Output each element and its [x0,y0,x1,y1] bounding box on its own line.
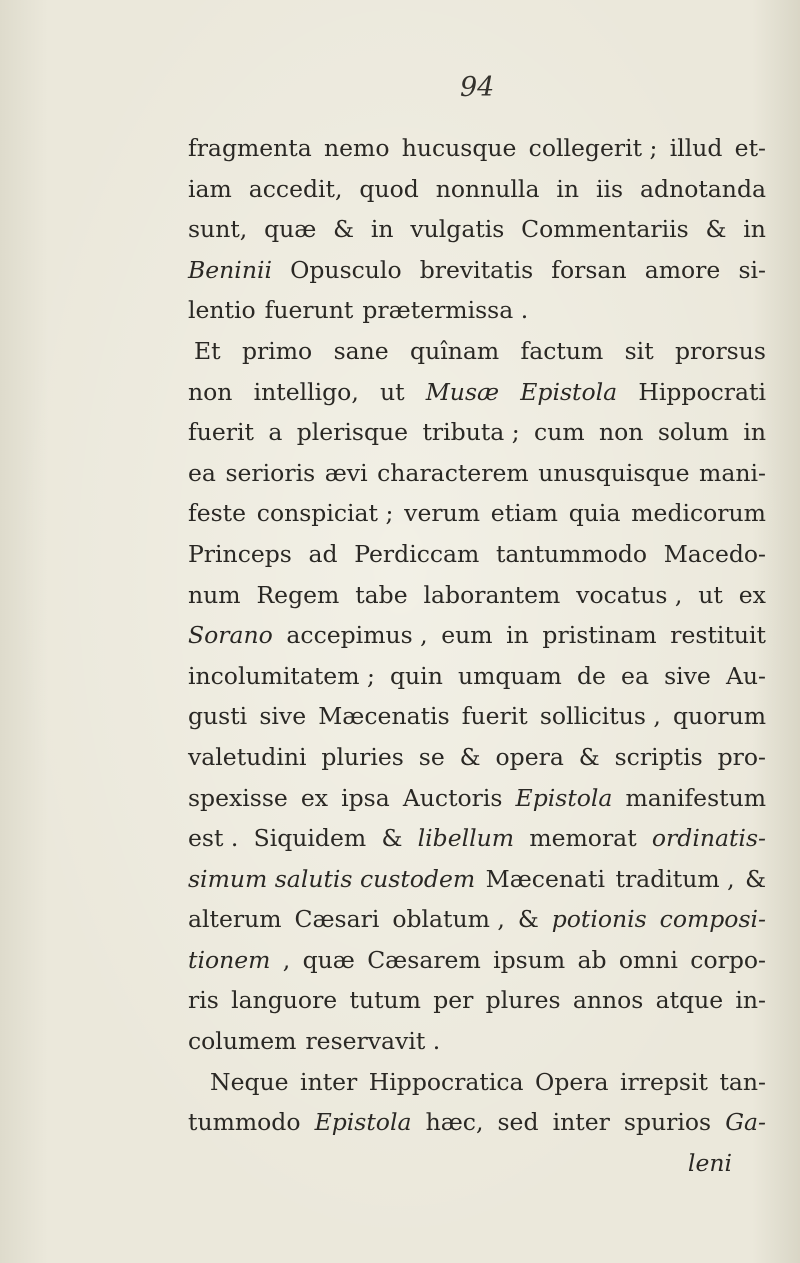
word: sive [664,661,711,690]
word: & [459,742,481,771]
word: tributa ; [422,418,520,447]
word: iis [595,174,624,203]
word: Epistola [520,377,618,406]
word: traditum , [615,864,735,893]
word: Princeps [188,539,292,568]
word: si- [738,255,766,284]
word: Perdiccam [354,539,480,568]
word: forsan [551,255,627,284]
word: quæ [264,215,317,244]
word: fuerunt [264,296,354,325]
word: accepimus , [286,621,428,650]
word: ea [621,661,649,690]
word: in [743,418,766,447]
text-line [188,899,766,940]
text-line [188,331,766,372]
word: irrepsit [620,1067,708,1096]
word: est . [188,824,239,853]
word: cum [534,418,585,447]
word: tabe [355,580,408,609]
word: tan- [719,1067,766,1096]
word: intelligo, [253,377,359,406]
word: pro- [717,742,766,771]
word: quia [568,499,621,528]
word: Opusculo [290,255,402,284]
word: scriptis [614,742,703,771]
text-line [188,412,766,453]
word: ordinatis- [651,824,766,853]
word: Opera [535,1067,609,1096]
word: spexisse [188,783,288,812]
word: omni [618,945,678,974]
word: sit [624,336,654,365]
text-line [188,859,766,900]
word: num [188,580,241,609]
text-line [188,128,766,169]
text-line [188,169,766,210]
word: gusti [188,702,248,731]
word: Macedo- [663,539,766,568]
word: restituit [670,621,766,650]
word: columem [188,1027,297,1056]
word: ut [379,377,405,406]
text-line [188,656,766,697]
text-line [188,778,766,819]
word: & [578,742,600,771]
word: per [433,986,474,1015]
word: se [418,742,445,771]
word: unusquisque [538,458,690,487]
word: adnotanda [640,174,766,203]
word: in [506,621,529,650]
word: inter [552,1108,610,1137]
word: primo [241,336,313,365]
word: amore [644,255,721,284]
word: Au- [725,661,766,690]
word: potionis [551,905,647,934]
word: oblatum , [392,905,505,934]
word: lentio [188,296,256,325]
body-text [188,128,766,1183]
text-line [188,696,766,737]
word: fragmenta [188,134,312,162]
text-line [188,290,766,331]
word: Regem [256,580,340,609]
word: Sorano [188,621,273,650]
word: & [705,215,727,244]
text-line [188,615,766,656]
word: illud [669,134,723,162]
word: Musæ [425,377,500,406]
word: de [576,661,606,690]
word: hucusque [401,134,517,162]
word: Neque [210,1067,289,1096]
word: collegerit ; [528,134,658,162]
text-line [188,737,766,778]
word: ris [188,986,219,1015]
word: ad [308,539,338,568]
word: umquam [457,661,562,690]
word: iam [188,174,232,203]
word: nemo [324,134,390,162]
word: medicorum [631,499,766,528]
word: & [517,905,539,934]
word: Et [194,336,221,365]
word: pristinam [542,621,657,650]
word: tutum [349,986,421,1015]
text-line [188,209,766,250]
word: opera [495,742,564,771]
word: in [556,174,580,203]
word: ipsum [493,945,566,974]
word: mani- [699,458,766,487]
text-line [188,980,766,1021]
word: alterum [188,905,282,934]
word: corpo- [690,945,766,974]
word: ævi [324,458,368,487]
word: atque [655,986,724,1015]
word: tionem [188,945,271,974]
word: ex [300,783,329,812]
word: factum [520,336,604,365]
word: sollicitus , [539,702,661,731]
word: Mæcenati [485,864,605,893]
word: Siquidem [253,824,367,853]
word: Beninii [188,255,272,284]
word: prætermissa . [362,296,529,325]
catchword-line [188,1143,766,1184]
word: in [370,215,394,244]
word: prorsus [675,336,766,365]
word: manifestum [625,783,766,812]
word: Hippocratica [368,1067,524,1096]
word: Cæsari [294,905,380,934]
word: libellum [417,824,515,853]
word: sane [333,336,389,365]
word: sed [497,1108,539,1137]
text-line [188,818,766,859]
text-line [188,372,766,413]
word: in [743,215,766,244]
word: spurios [623,1108,712,1137]
word: solum [657,418,729,447]
word: Ga- [725,1108,766,1137]
word: & [381,824,403,853]
word: reservavit . [305,1027,441,1056]
word: etiam [490,499,558,528]
word: nonnulla [435,174,540,203]
word: Cæsarem [367,945,481,974]
word: tummodo [188,1108,301,1137]
word: plures [485,986,561,1015]
word: fuerit [461,702,528,731]
text-line [188,940,766,981]
word: ea [188,458,216,487]
word: serioris [225,458,316,487]
word: ipsa [341,783,390,812]
word: valetudini [188,742,307,771]
word: quînam [410,336,500,365]
word: simum salutis custodem [188,864,476,893]
word: feste [188,499,247,528]
word: in- [735,986,766,1015]
word: eum [441,621,493,650]
word: verum [404,499,481,528]
word: , [282,945,291,974]
text-line [188,250,766,291]
word: non [188,377,233,406]
word: ut [698,580,723,609]
text-line [188,1021,766,1062]
word: memorat [529,824,637,853]
word: & [745,864,766,893]
word: accedit, [248,174,343,203]
text-line [188,1102,766,1143]
word: quin [390,661,443,690]
text-line [188,534,766,575]
word: quorum [673,702,766,731]
text-line [188,1062,766,1103]
word: characterem [377,458,529,487]
word: vocatus , [576,580,683,609]
word: hæc, [425,1108,484,1137]
word: incolumitatem ; [188,661,375,690]
word: quæ [302,945,355,974]
word: Auctoris [402,783,503,812]
word: Epistola [314,1108,412,1137]
catchword: leni [687,1148,732,1177]
text-line [188,493,766,534]
word: sunt, [188,215,248,244]
word: annos [572,986,644,1015]
word: Hippocrati [638,377,766,406]
word: sive [259,702,307,731]
word: Mæcenatis [318,702,450,731]
word: fuerit [188,418,254,447]
word: et- [734,134,766,162]
word: ab [577,945,607,974]
word: tantummodo [495,539,648,568]
word: a [268,418,283,447]
word: inter [300,1067,358,1096]
word: composi- [659,905,766,934]
page-number: 94 [460,72,495,103]
word: laborantem [423,580,561,609]
word: non [599,418,644,447]
word: pluries [321,742,404,771]
text-line [188,453,766,494]
word: Commentariis [521,215,689,244]
word: ex [738,580,766,609]
word: plerisque [296,418,409,447]
word: languore [231,986,338,1015]
word: conspiciat ; [256,499,394,528]
word: vulgatis [410,215,505,244]
word: Epistola [515,783,613,812]
word: brevitatis [419,255,534,284]
word: quod [359,174,419,203]
text-line [188,575,766,616]
word: & [333,215,355,244]
